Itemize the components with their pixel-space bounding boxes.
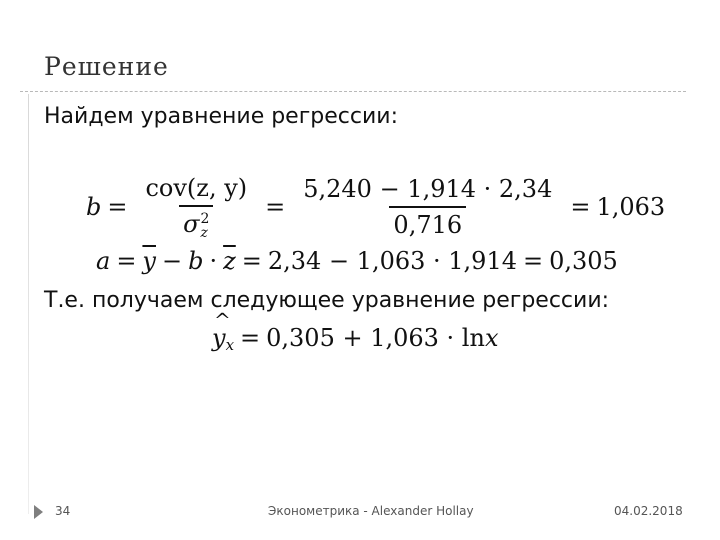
equals-sign: = — [570, 192, 591, 221]
y-hat-subscript: x — [225, 336, 235, 354]
sigma-symbol: σ — [183, 210, 200, 238]
y-mean-symbol: $\overline{y}$ — [142, 247, 156, 275]
intro-text: Найдем уравнение регрессии: — [44, 104, 398, 129]
numeric-fraction — [299, 175, 556, 239]
left-accent-line — [28, 94, 29, 514]
formula-regression — [212, 322, 499, 354]
equals-sign: = — [265, 192, 286, 221]
x-variable: x — [484, 324, 499, 352]
equals-sign: = — [240, 324, 261, 352]
sigma-denominator — [179, 205, 213, 240]
equals-sign: = — [241, 247, 262, 275]
cov-fraction — [141, 174, 251, 240]
a-expression: 2,34 − 1,063 · 1,914 — [267, 247, 517, 275]
page-number: 34 — [55, 504, 71, 518]
minus-sign: − — [161, 247, 183, 275]
numeric-numerator: 5,240 − 1,914 · 2,34 — [303, 174, 553, 203]
footer-course: Эконометрика - Alexander Hollay — [268, 504, 474, 518]
cov-numerator: cov(z, y) — [145, 174, 248, 202]
sigma-indices — [201, 212, 210, 240]
title-divider — [20, 91, 686, 92]
regression-rhs: 0,305 + 1,063 · ln — [266, 324, 485, 352]
footer-date: 04.02.2018 — [614, 504, 683, 518]
b-symbol: b — [86, 192, 102, 221]
sigma-superscript: 2 — [200, 210, 210, 227]
formula-a — [96, 247, 618, 275]
slide-title: Решение — [44, 52, 169, 81]
a-symbol: a — [96, 247, 111, 275]
equals-sign: = — [107, 192, 128, 221]
conclusion-text: Т.е. получаем следующее уравнение регрессии: — [44, 288, 610, 313]
equals-sign: = — [522, 247, 544, 275]
footer-bullet-icon — [34, 505, 43, 519]
dot-operator: · — [209, 247, 218, 275]
a-result: 0,305 — [549, 247, 618, 275]
formula-b — [86, 174, 665, 240]
equals-sign: = — [116, 247, 137, 275]
sigma-subscript: z — [200, 224, 208, 241]
numeric-denominator: 0,716 — [389, 206, 466, 239]
z-mean-symbol: $\overline{z}$ — [223, 247, 236, 275]
y-hat-symbol: ^ y — [212, 324, 226, 352]
b-result: 1,063 — [596, 192, 666, 221]
b-symbol: b — [188, 247, 204, 275]
